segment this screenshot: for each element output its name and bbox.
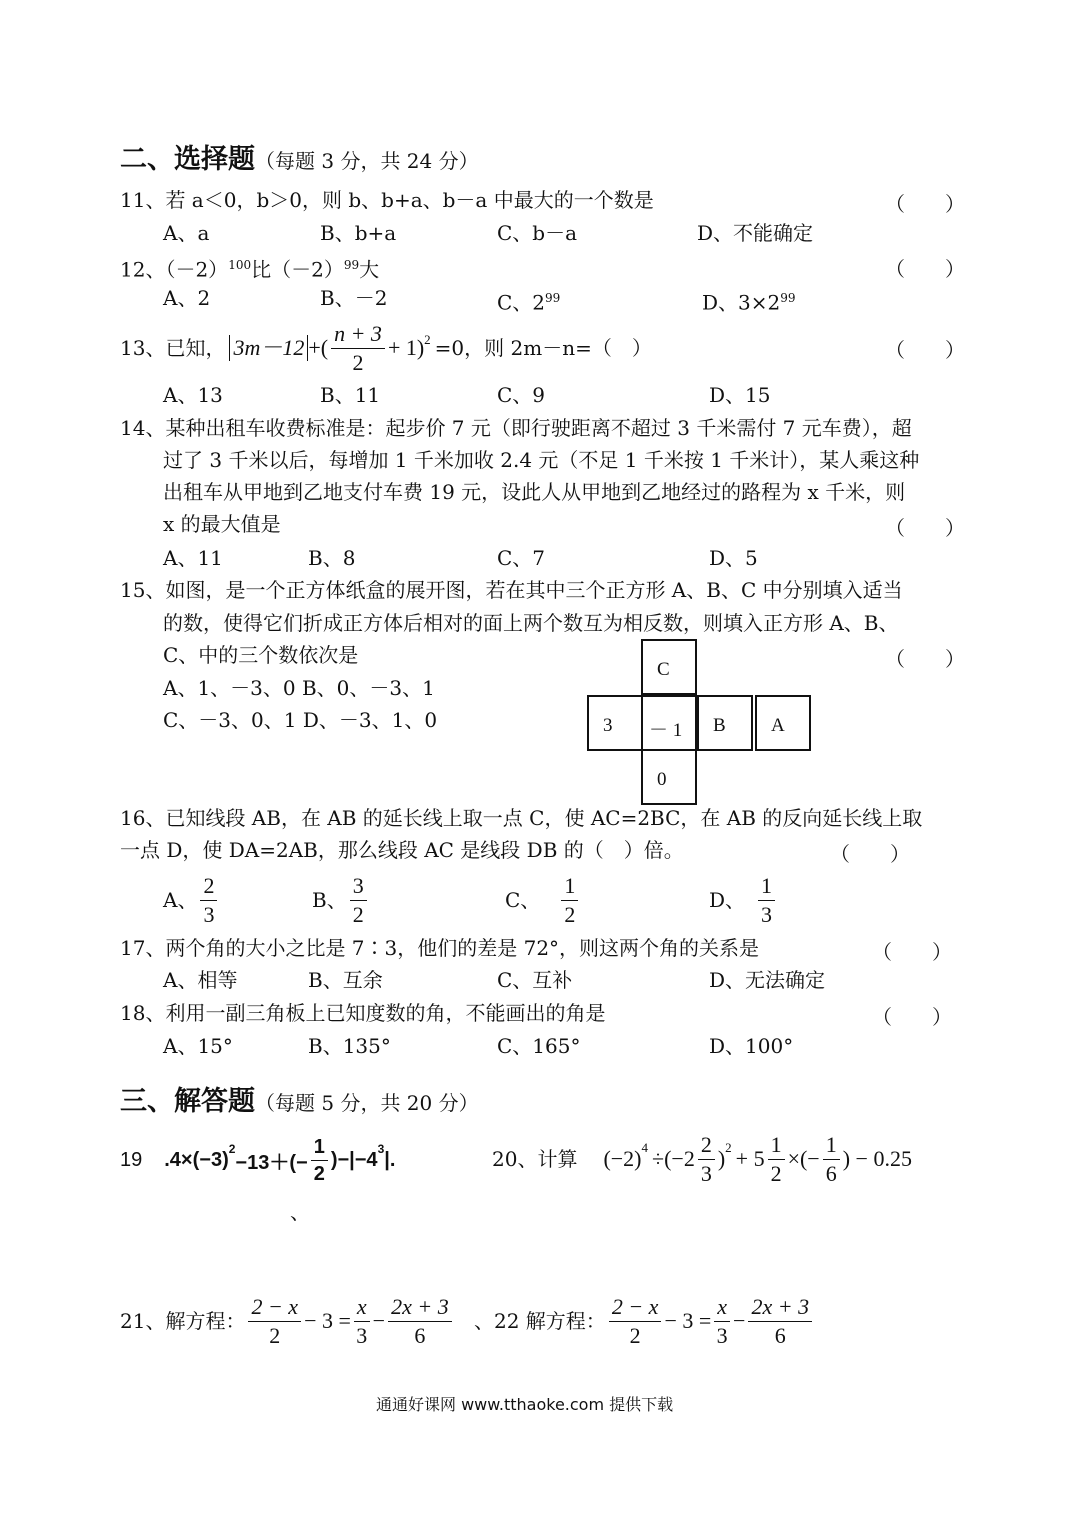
section-3-title: 三、解答题 — [120, 1086, 255, 1117]
q20-part-5: ×(− — [787, 1146, 820, 1171]
q21-fraction-3 — [388, 1293, 452, 1348]
q19-expression — [120, 1132, 395, 1188]
q22-fraction-2 — [714, 1293, 730, 1348]
q20-fraction-2-den: 2 — [770, 1160, 782, 1186]
net-cell-0-label: 0 — [657, 769, 667, 790]
q12-option-d-exp: 99 — [780, 291, 796, 305]
q12-answer-paren: （ ） — [885, 257, 965, 281]
q22-label: 、22 解方程： — [474, 1309, 606, 1333]
q20-exp-4: 4 — [641, 1140, 649, 1155]
q16-line-1: 16、已知线段 AB，在 AB 的延长线上取一点 C，使 AC=2BC，在 AB 的反向延长线上取 — [120, 806, 923, 830]
q11-option-b: B、b+a — [320, 221, 397, 245]
q22-fraction-3-den: 6 — [774, 1322, 786, 1348]
q16-option-b — [312, 872, 370, 928]
q14-line-1: 14、某种出租车收费标准是：起步价 7 元（即行驶距离不超过 3 千米需付 7 元车费），超 — [120, 416, 912, 440]
q11-stem: 11、若 a＜0，b＞0，则 b、b+a、b－a 中最大的一个数是 — [120, 188, 654, 212]
section-2-title: 二、选择题 — [120, 144, 255, 175]
net-cell-b — [697, 695, 753, 751]
q19-fraction-num: 1 — [311, 1137, 328, 1161]
q16-option-d-den: 3 — [761, 901, 773, 927]
q19-fraction-den: 2 — [313, 1162, 325, 1185]
q13-option-b: B、11 — [320, 383, 381, 407]
net-cell-3 — [587, 695, 643, 751]
q20-part-1: (−2) — [603, 1146, 642, 1171]
q20-part-3: ) — [717, 1146, 726, 1171]
q17-option-b: B、互余 — [308, 968, 383, 992]
q15-line-2: 的数，使得它们折成正方体后相对的面上两个数互为相反数，则填入正方形 A、B、 — [163, 611, 899, 635]
q11-answer-paren: （ ） — [885, 192, 965, 216]
q16-option-a-num: 2 — [200, 875, 217, 901]
page-footer: 通通好课网 www.tthaoke.com 提供下载 — [376, 1395, 674, 1414]
q19-expr-b: −13＋(− — [235, 1151, 308, 1174]
q16-option-a-label: A、 — [163, 888, 198, 912]
q12-stem-c: 大 — [359, 257, 380, 282]
q13-stem — [120, 322, 652, 374]
q21-equation — [120, 1290, 455, 1352]
q20-exp-2: 2 — [725, 1140, 732, 1155]
q20-expression — [492, 1128, 912, 1190]
q16-option-d-fraction — [758, 872, 775, 927]
q16-option-d-label: D、 — [709, 888, 746, 912]
q15-options-2: C、－3、0、1 D、－3、1、0 — [163, 708, 438, 732]
q16-option-c-den: 2 — [564, 901, 576, 927]
q13-option-c: C、9 — [497, 383, 546, 407]
q16-option-b-label: B、 — [312, 888, 347, 912]
q12-stem-b: 比（－2） — [251, 257, 344, 282]
q12-option-c-exp: 99 — [545, 291, 561, 305]
q20-part-2: ÷(−2 — [652, 1146, 695, 1171]
q12-exp-99: 99 — [343, 258, 360, 272]
q20-fraction-1-den: 3 — [700, 1160, 712, 1186]
q14-line-4: x 的最大值是 — [163, 512, 281, 536]
q13-plus-paren: +( — [308, 335, 329, 360]
q16-line-2: 一点 D，使 DA=2AB，那么线段 AC 是线段 DB 的（ ）倍。 — [120, 838, 684, 862]
q13-option-a: A、13 — [163, 383, 223, 407]
q14-answer-paren: （ ） — [885, 516, 965, 540]
q21-fraction-3-num: 2x + 3 — [388, 1296, 452, 1322]
q13-fraction — [331, 320, 385, 375]
q18-option-b: B、135° — [308, 1034, 391, 1058]
q11-option-d: D、不能确定 — [697, 221, 814, 245]
q21-fraction-3-den: 6 — [414, 1322, 426, 1348]
q12-option-c — [497, 286, 560, 315]
section-3-heading — [120, 1079, 479, 1118]
q20-fraction-2 — [768, 1131, 785, 1186]
q16-option-c-fraction — [561, 872, 578, 927]
q13-tail: =0，则 2m－n=（ ） — [434, 336, 652, 360]
net-cell-0 — [641, 749, 697, 805]
q16-option-b-den: 2 — [352, 901, 364, 927]
q12-option-a: A、2 — [163, 286, 211, 310]
q16-option-d-num: 1 — [758, 875, 775, 901]
q13-prefix: 13、已知， — [120, 336, 226, 360]
net-cell-3-label: 3 — [603, 715, 613, 736]
q15-options-1: A、1、－3、0 B、0、－3、1 — [163, 676, 435, 700]
section-2-heading — [120, 137, 479, 176]
net-cell-a-label: A — [771, 715, 785, 736]
q13-square: 2 — [424, 332, 431, 347]
q13-rest: + 1) — [387, 335, 425, 360]
q19-cube: 3 — [377, 1142, 385, 1156]
q20-fraction-2-num: 1 — [768, 1134, 785, 1160]
q19-expr-d: |. — [384, 1148, 396, 1171]
q17-option-c: C、互补 — [497, 968, 573, 992]
q20-fraction-3 — [823, 1131, 840, 1186]
q19-square: 2 — [228, 1142, 236, 1156]
q21-fraction-2-den: 3 — [356, 1322, 368, 1348]
q19-mark: 、 — [290, 1200, 310, 1224]
net-cell-b-label: B — [713, 715, 726, 736]
q16-option-c-num: 1 — [561, 875, 578, 901]
q12-stem — [120, 253, 379, 282]
q20-fraction-1-num: 2 — [698, 1134, 715, 1160]
q11-option-a: A、a — [163, 221, 210, 245]
q14-option-a: A、11 — [163, 546, 223, 570]
q21-fraction-1-num: 2 − x — [248, 1296, 301, 1322]
q17-option-a: A、相等 — [163, 968, 238, 992]
q17-option-d: D、无法确定 — [709, 968, 826, 992]
q22-fraction-1-num: 2 − x — [609, 1296, 662, 1322]
q12-option-d-base: D、3×2 — [702, 290, 781, 315]
q13-abs-value — [229, 335, 308, 361]
net-cell-minus-1 — [641, 695, 697, 751]
q12-option-d — [702, 286, 796, 315]
q20-fraction-3-num: 1 — [823, 1134, 840, 1160]
q15-line-3: C、中的三个数依次是 — [163, 643, 359, 667]
q18-answer-paren: （ ） — [872, 1005, 952, 1029]
q22-fraction-1 — [609, 1293, 662, 1348]
section-3-note: （每题 5 分，共 20 分） — [255, 1091, 479, 1115]
q12-exp-100: 100 — [228, 258, 252, 272]
q21-fraction-1-den: 2 — [269, 1322, 281, 1348]
q16-option-b-fraction — [350, 872, 367, 927]
net-cell-c — [641, 639, 697, 695]
q21-fraction-1 — [248, 1293, 301, 1348]
q18-stem: 18、利用一副三角板上已知度数的角，不能画出的角是 — [120, 1001, 606, 1025]
q12-option-b: B、－2 — [320, 286, 388, 310]
q21-label: 21、解方程： — [120, 1309, 246, 1333]
q20-part-6: ) − 0.25 — [842, 1146, 912, 1171]
q21-fraction-2 — [354, 1293, 370, 1348]
q22-fraction-3-num: 2x + 3 — [748, 1296, 812, 1322]
q14-option-b: B、8 — [308, 546, 356, 570]
q18-option-a: A、15° — [163, 1034, 233, 1058]
q19-expr-a: .4×(−3) — [164, 1148, 229, 1171]
q16-answer-paren: （ ） — [830, 842, 910, 866]
q12-stem-a: 12、（－2） — [120, 257, 229, 282]
q21-fraction-2-num: x — [354, 1296, 370, 1322]
q14-option-c: C、7 — [497, 546, 546, 570]
q16-option-c-label: C、 — [505, 888, 541, 912]
q22-fraction-1-den: 2 — [629, 1322, 641, 1348]
q16-option-a-fraction — [200, 872, 217, 927]
q18-option-c: C、165° — [497, 1034, 581, 1058]
q17-answer-paren: （ ） — [872, 940, 952, 964]
q22-fraction-3 — [748, 1293, 812, 1348]
q16-option-a-den: 3 — [203, 901, 215, 927]
q22-fraction-2-num: x — [714, 1296, 730, 1322]
net-cell-c-label: C — [657, 659, 670, 680]
q20-fraction-1 — [698, 1131, 715, 1186]
q13-fraction-num: n + 3 — [331, 323, 385, 349]
q16-option-b-num: 3 — [350, 875, 367, 901]
q14-line-2: 过了 3 千米以后，每增加 1 千米加收 2.4 元（不足 1 千米按 1 千米计），某人乘这种 — [163, 448, 920, 472]
q17-stem: 17、两个角的大小之比是 7∶3，他们的差是 72°，则这两个角的关系是 — [120, 936, 760, 960]
q22-mid: − 3 = — [664, 1308, 712, 1333]
q12-option-c-base: C、2 — [497, 290, 546, 315]
section-2-note: （每题 3 分，共 24 分） — [255, 149, 479, 173]
q16-option-c — [505, 872, 581, 928]
q15-answer-paren: （ ） — [885, 647, 965, 671]
q22-fraction-2-den: 3 — [716, 1322, 728, 1348]
q22-minus: − — [733, 1308, 746, 1333]
q20-fraction-3-den: 6 — [825, 1160, 837, 1186]
q22-equation — [474, 1290, 815, 1352]
q13-answer-paren: （ ） — [885, 338, 965, 362]
q19-fraction — [311, 1137, 328, 1184]
q13-option-d: D、15 — [709, 383, 771, 407]
q16-option-a — [163, 872, 220, 928]
q14-line-3: 出租车从甲地到乙地支付车费 19 元，设此人从甲地到乙地经过的路程为 x 千米，则 — [163, 480, 906, 504]
q16-option-d — [709, 872, 778, 928]
q20-part-4: + 5 — [735, 1146, 765, 1171]
q15-line-1: 15、如图，是一个正方体纸盒的展开图，若在其中三个正方形 A、B、C 中分别填入适当 — [120, 578, 903, 602]
q19-number: 19 — [120, 1148, 143, 1171]
q13-abs-expr: 3m－12 — [233, 335, 305, 360]
q20-label: 20、计算 — [492, 1147, 578, 1171]
net-cell-minus-1-label: － 1 — [649, 720, 683, 741]
q13-fraction-den: 2 — [352, 349, 364, 375]
q21-mid: − 3 = — [304, 1308, 351, 1333]
q18-option-d: D、100° — [709, 1034, 794, 1058]
q11-option-c: C、b－a — [497, 221, 578, 245]
q19-expr-c: )−|−4 — [330, 1148, 378, 1171]
q14-option-d: D、5 — [709, 546, 758, 570]
q21-minus: − — [372, 1308, 386, 1333]
net-cell-a — [755, 695, 811, 751]
